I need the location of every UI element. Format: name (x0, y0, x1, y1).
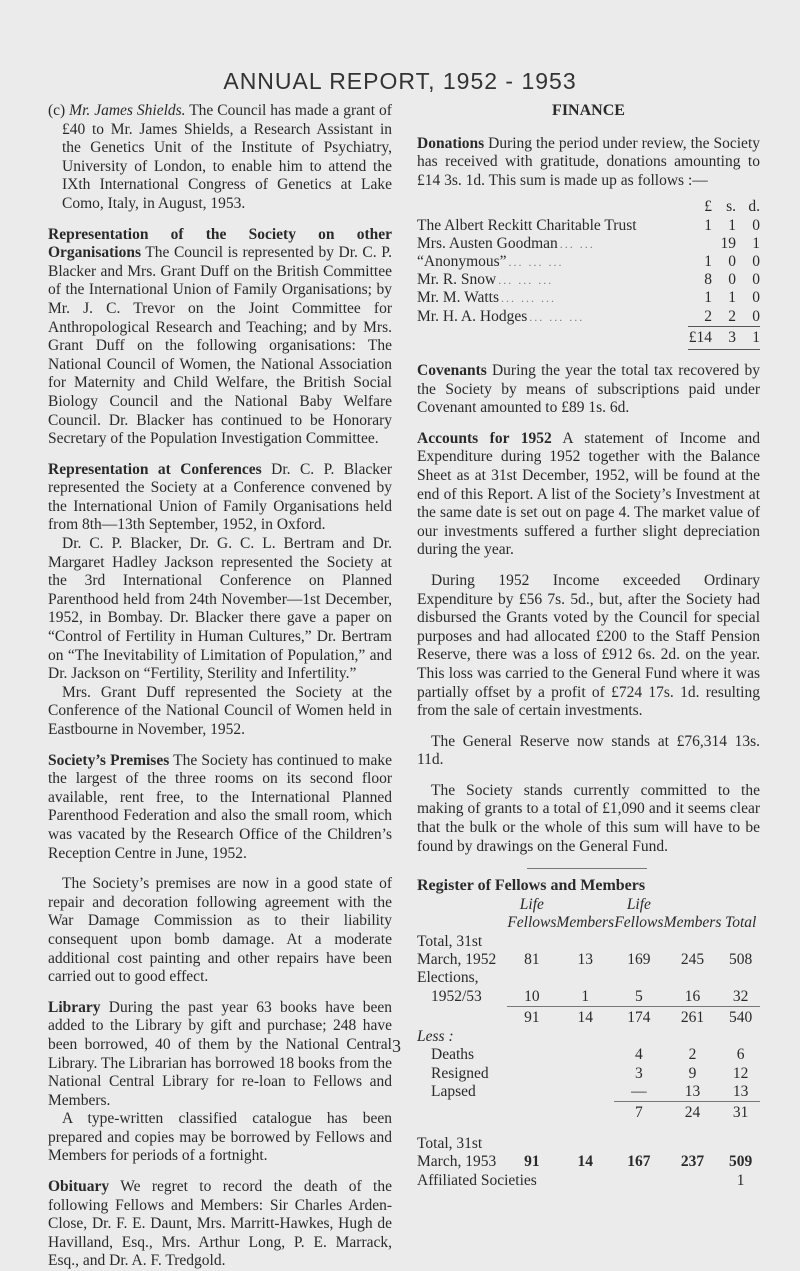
accounts-heading: Accounts for 1952 (417, 429, 552, 447)
accounts-text-4: The Society stands currently committed to the making of grants to a total of £1,090 and it seems clear that the bulk or the whole of this sum will have to be found by drawings on the General Fund. (417, 781, 760, 855)
header-cell: Fellows (614, 914, 664, 932)
register-cell: 14 (556, 1007, 614, 1028)
shields-paragraph (48, 102, 392, 214)
donation-shillings: 1 (728, 289, 736, 307)
register-cell: 13 (684, 1082, 701, 1100)
row-label: March, 1953 (417, 1153, 497, 1171)
register-less-total-row (417, 1102, 760, 1123)
obituary-paragraph (48, 1178, 392, 1271)
donation-pence: 0 (752, 252, 760, 270)
register-cell: 3 (635, 1064, 643, 1082)
register-cell: 508 (729, 951, 753, 969)
donations-text: During the period under review, the Society has received with gratitude, donations amounting to £14 3s. 1d. This sum is made up as follows :— (417, 134, 760, 189)
library-text-2: A type-written classified catalogue has been prepared and copies may be borrowed by Fellows and Members for periods of a fortnight. (48, 1110, 392, 1165)
register-cell: 509 (729, 1153, 753, 1171)
header-cell: Members (556, 914, 615, 932)
donor-name: Mr. H. A. Hodges (417, 307, 528, 325)
register-cell: 5 (635, 987, 643, 1005)
register-heading: Register of Fellows and Members (417, 877, 646, 895)
donations-paragraph (417, 135, 760, 191)
donations-total-row (417, 326, 760, 349)
obituary-text: We regret to record the death of the following Fellows and Members: Sir Charles Arden-Close, Dr. F. E. Daunt, Mrs. Marritt-Hawkes, Hugh de Havilland, Esq., Mrs. Arthur Long, P. E. Marrack, Esq., and Dr. A. F. Tredgold. (48, 1178, 392, 1270)
register-row (417, 969, 760, 987)
register-cell: 1 (736, 1171, 745, 1189)
donation-row (417, 217, 760, 235)
item-label: (c) (48, 102, 66, 119)
donation-row (417, 289, 760, 307)
register-row (417, 1028, 760, 1046)
register-subtotal-row (417, 1007, 760, 1028)
register-cell: 32 (732, 987, 749, 1005)
register-cell: 9 (688, 1064, 697, 1082)
page-header: ANNUAL REPORT, 1952 - 1953 (223, 68, 577, 94)
donation-pounds: 1 (704, 216, 712, 234)
total-pence: 1 (736, 326, 760, 349)
premises-paragraph (48, 752, 392, 864)
representation-orgs-heading: Representation of the Society on other Organisations (48, 225, 392, 262)
obituary-heading: Obituary (48, 1178, 110, 1196)
donation-shillings: 2 (728, 307, 736, 325)
leader-dots: ... ... ... (508, 254, 564, 269)
register-cell: 261 (664, 1007, 722, 1028)
representation-conf-text-1: Dr. C. P. Blacker represented the Society at a Conference convened by the International Union of Family Organisations held from 8th—13th September, 1952, in Oxford. (48, 460, 392, 534)
register-row (417, 1046, 760, 1064)
leader-dots: ... ... ... (501, 291, 557, 306)
row-label: Affiliated Societies (417, 1171, 537, 1189)
register-cell: 169 (627, 951, 651, 969)
premises-heading: Society’s Premises (48, 751, 170, 769)
donation-shillings: 1 (728, 216, 736, 234)
row-label: Total, 31st (417, 1134, 483, 1152)
header-cell: Fellows (507, 914, 557, 932)
accounts-text-2: During 1952 Income exceeded Ordinary Expenditure by £56 7s. 5d., but, after the Society had disbursed the Grants voted by the Council for special purposes and had allocated £200 to the Staff Pension Reserve, there was a loss of £912 6s. 2d. on the year. This loss was carried to the General Fund where it was partially offset by a profit of £724 17s. 1d. resulting from the sale of certain investments. (417, 571, 760, 720)
shields-name: Mr. James Shields. (69, 102, 186, 119)
header-cell: Members (663, 914, 722, 932)
donation-row (417, 271, 760, 289)
register-cell: 1 (581, 987, 590, 1005)
register-row (417, 951, 760, 969)
register-row (417, 988, 760, 1007)
register-cell: — (631, 1082, 647, 1100)
row-label: Resigned (431, 1064, 489, 1082)
register-cell: 540 (721, 1007, 760, 1028)
register-cell: 6 (736, 1046, 745, 1064)
register-cell: 7 (614, 1102, 664, 1123)
leader-dots (637, 219, 639, 233)
donation-pence: 0 (752, 216, 760, 234)
register-row (417, 933, 760, 951)
donation-pounds: 1 (704, 252, 712, 270)
donation-pounds: 8 (704, 271, 712, 289)
donor-name: “Anonymous” (417, 252, 507, 270)
register-cell: 13 (732, 1082, 749, 1100)
donor-name: Mr. M. Watts (417, 289, 500, 307)
donation-shillings: 19 (720, 234, 736, 252)
shillings-header: s. (726, 198, 736, 216)
header-cell: Life (626, 895, 651, 913)
register-cell: 81 (524, 951, 540, 969)
donation-row (417, 235, 760, 253)
register-row (417, 1065, 760, 1083)
pence-header: d. (748, 198, 760, 216)
representation-orgs-text: The Council is represented by Dr. C. P. Blacker and Mrs. Grant Duff on the British Committee of the International Union of Family Organisations; by Mr. J. C. Trevor on the Joint Committee for Anthropological Research and Teaching; and by Mrs. Grant Duff on the following organisations: The National Council of Women, the National Association for Maternity and Child Welfare, the British Social Biology Council and the National Baby Welfare Council. Dr. Blacker has continued to be Honorary Secretary of the Population Investigation Committee. (48, 244, 392, 448)
premises-text-2: The Society’s premises are now in a good state of repair and decoration following agreement with the War Damage Commission as to their liability consequent upon bomb damage. At a moderate additional cost painting and other repairs have been carried out to good effect. (48, 875, 392, 986)
accounts-text-1: A statement of Income and Expenditure during 1952 together with the Balance Sheet as at 31st December, 1952, will be found at the end of this Report. A list of the Society’s Investment at the same date is set out on page 4. The market value of our investments suffered a further slight depreciation during the year. (417, 429, 760, 559)
donation-row (417, 253, 760, 271)
register-cell: 13 (577, 951, 593, 969)
representation-conf-heading: Representation at Conferences (48, 460, 262, 478)
register-affiliated-row (417, 1172, 760, 1190)
row-label: March, 1952 (417, 951, 497, 969)
covenants-paragraph (417, 362, 760, 418)
accounts-paragraph (417, 430, 760, 560)
covenants-text: During the year the total tax recovered by the Society by means of subscriptions paid under Covenant amounted to £89 1s. 6d. (417, 362, 761, 417)
register-cell: 174 (614, 1007, 664, 1028)
register-header-row-2 (417, 914, 760, 932)
register-cell: 12 (732, 1064, 749, 1082)
donation-pounds: 2 (704, 307, 712, 325)
donor-name: Mrs. Austen Goodman (417, 234, 558, 252)
row-label: Total, 31st (417, 932, 483, 950)
register-cell: 91 (507, 1007, 556, 1028)
register-cell: 31 (721, 1102, 760, 1123)
donations-heading: Donations (417, 134, 485, 152)
donation-pence: 0 (752, 289, 760, 307)
row-label: Lapsed (431, 1083, 476, 1101)
donation-shillings: 0 (728, 252, 736, 270)
register-cell: 2 (688, 1046, 697, 1064)
representation-conf-text-3: Mrs. Grant Duff represented the Society at the Conference of the National Council of Women held in Eastbourne in November, 1952. (48, 683, 392, 738)
row-label: Elections, (417, 969, 479, 987)
register-cell: 245 (680, 951, 705, 969)
finance-heading: FINANCE (552, 102, 625, 119)
total-pounds: £14 (688, 326, 712, 349)
register-cell: 167 (627, 1153, 651, 1171)
library-heading: Library (48, 998, 101, 1016)
row-label: Deaths (431, 1046, 475, 1064)
register-cell: 91 (524, 1153, 540, 1171)
representation-conf-text-2: Dr. C. P. Blacker, Dr. G. C. L. Bertram and Dr. Margaret Hadley Jackson represented the Society at the 3rd International Conference on Planned Parenthood held from 24th November—1st December, 1952, in Bombay. Dr. Blacker there gave a paper on “Control of Fertility in Human Cultures,” Dr. Bertram on “The Inevitability of Limitation of Population,” and Dr. Jackson on “Fertility, Sterility and Infertility.” (48, 535, 392, 683)
leader-dots: ... ... ... (498, 273, 554, 288)
leader-dots: ... ... ... (529, 309, 585, 324)
register-table (417, 896, 760, 1190)
shields-text: The Council has made a grant of £40 to Mr. James Shields, a Research Assistant in the Genetics Unit of the Institute of Psychiatry, University of London, to enable him to attend the IXth International Congress of Genetics at Lake Como, Italy, in August, 1953. (62, 102, 392, 212)
library-paragraph (48, 999, 392, 1111)
pounds-header: £ (704, 198, 712, 216)
register-cell: 24 (664, 1102, 722, 1123)
covenants-heading: Covenants (417, 362, 487, 379)
representation-conf-paragraph (48, 461, 392, 535)
donations-header-row (417, 198, 760, 216)
register-cell: 16 (684, 987, 701, 1005)
donation-pence: 0 (752, 271, 760, 289)
donations-table (417, 198, 760, 350)
header-cell: Total (725, 914, 757, 932)
accounts-text-3: The General Reserve now stands at £76,314 13s. 11d. (417, 732, 760, 769)
donation-shillings: 0 (728, 271, 736, 289)
donor-name: The Albert Reckitt Charitable Trust (417, 216, 637, 234)
donation-pounds (688, 235, 712, 253)
premises-text-1: The Society has continued to make the largest of the three rooms on its second floor available, rent free, to the International Planned Parenthood Federation and also the small room, which was vacated by the Research Office of the Children’s Reception Centre in June, 1952. (48, 751, 392, 862)
section-divider (527, 868, 647, 869)
left-column (48, 102, 392, 1271)
less-label: Less : (417, 1027, 454, 1045)
donation-row (417, 308, 760, 327)
donation-pounds: 1 (704, 289, 712, 307)
representation-orgs-paragraph (48, 226, 392, 449)
leader-dots: ... ... (559, 236, 595, 251)
register-cell: 4 (635, 1046, 643, 1064)
page-number: 3 (392, 1036, 401, 1056)
donation-pence: 1 (752, 234, 760, 252)
right-column (417, 102, 760, 1190)
register-cell: 10 (524, 987, 540, 1005)
register-cell: 237 (680, 1153, 705, 1171)
register-cell: 14 (577, 1153, 593, 1171)
donation-pence: 0 (752, 307, 760, 325)
header-cell: Life (519, 895, 544, 913)
register-final-row (417, 1153, 760, 1171)
register-row (417, 1135, 760, 1153)
total-shillings: 3 (712, 326, 736, 349)
register-header-row-1 (417, 896, 760, 914)
row-label: 1952/53 (431, 988, 482, 1006)
register-row (417, 1083, 760, 1102)
library-text-1: During the past year 63 books have been added to the Library by gift and purchase; 248 have been borrowed, 40 of them by the National Central Library. The Librarian has borrowed 18 books from the National Central Library for re-loan to Fellows and Members. (48, 998, 392, 1109)
donor-name: Mr. R. Snow (417, 271, 497, 289)
